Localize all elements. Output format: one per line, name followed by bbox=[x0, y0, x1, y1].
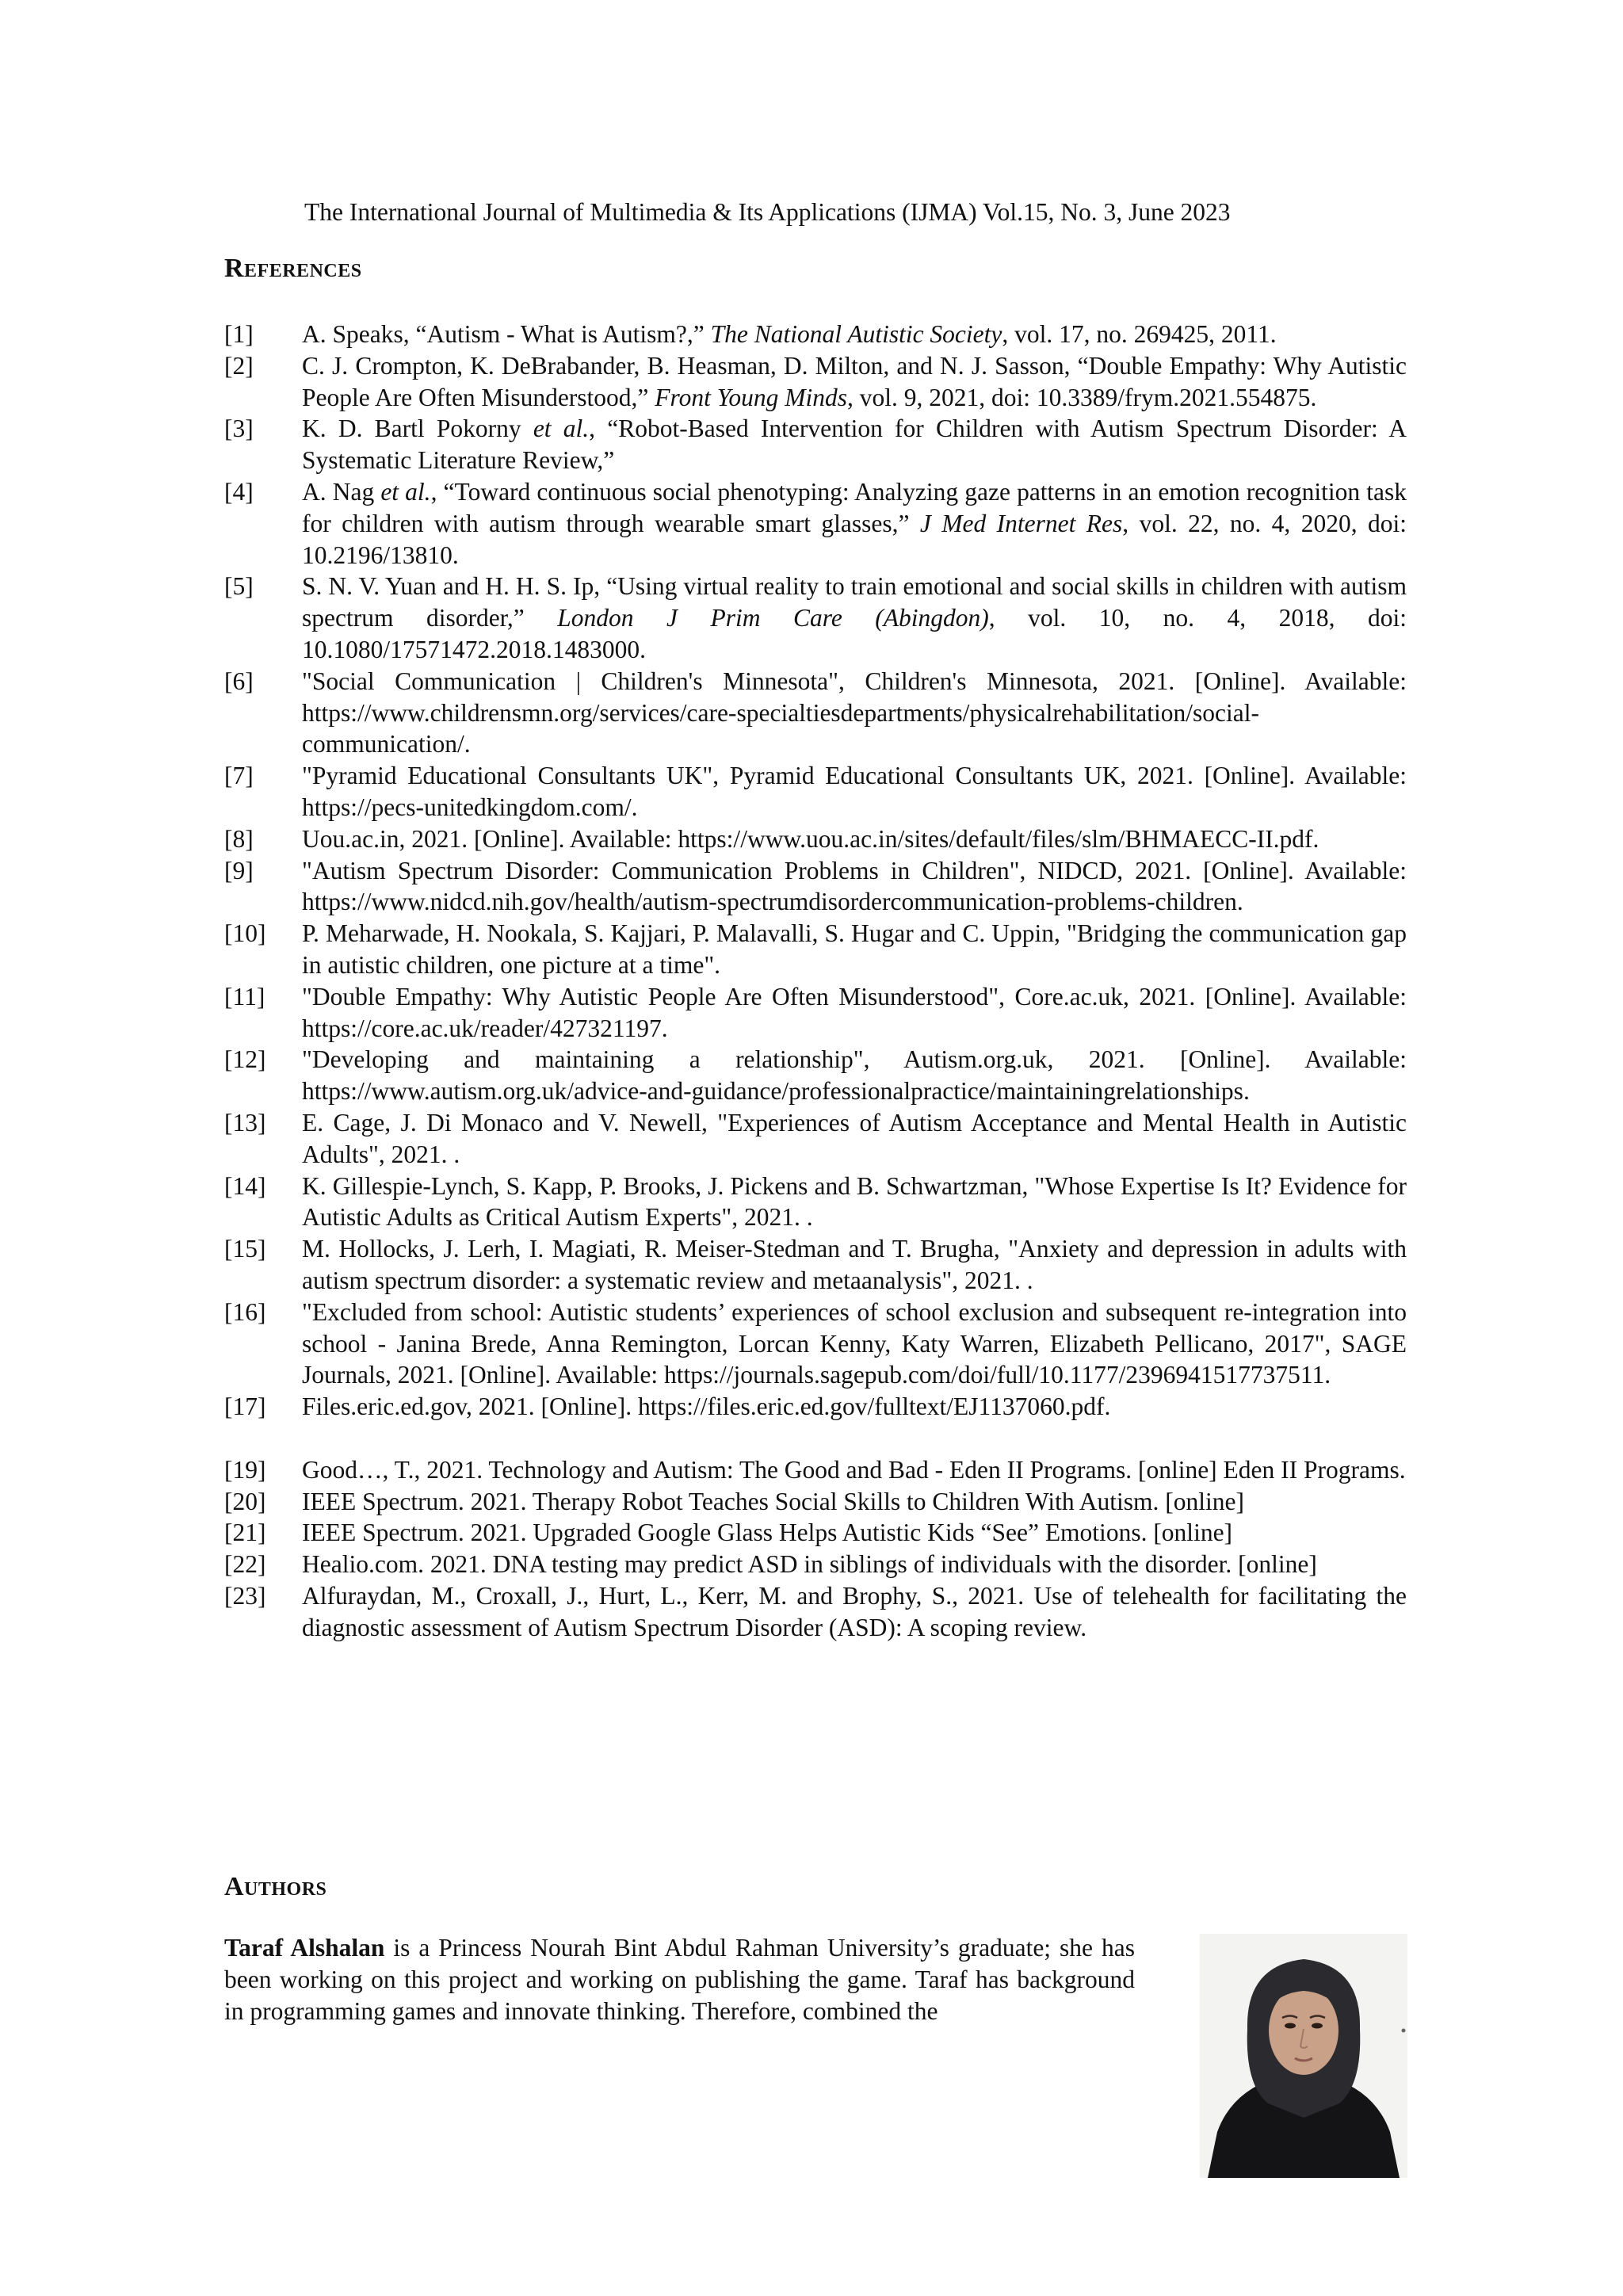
reference-number: [16] bbox=[224, 1297, 266, 1326]
reference-number: [14] bbox=[224, 1171, 266, 1200]
reference-segment: "Developing and maintaining a relationship", Autism.org.uk, 2021. [Online]. Available: https://www.autism.org.uk/advice-and-guidance/professionalpractice/maintainingrelationships. bbox=[302, 1045, 1407, 1106]
reference-text bbox=[302, 981, 1407, 1045]
reference-segment: Alfuraydan, M., Croxall, J., Hurt, L., Kerr, M. and Brophy, S., 2021. Use of telehealth for facilitating the diagnostic assessment of Autism Spectrum Disorder (ASD): A scoping review. bbox=[302, 1582, 1407, 1641]
reference-segment: , vol. 10, no. 4, 2018, doi: 10.1080/17571472.2018.1483000. bbox=[302, 604, 1407, 663]
reference-number: [19] bbox=[224, 1455, 266, 1484]
reference-number: [23] bbox=[224, 1582, 266, 1610]
reference-italic-title: et al. bbox=[380, 477, 431, 506]
reference-text bbox=[302, 1233, 1407, 1297]
reference-number: [9] bbox=[224, 856, 254, 884]
reference-item bbox=[224, 350, 1407, 414]
reference-text bbox=[302, 918, 1407, 981]
reference-italic-title: The National Autistic Society bbox=[710, 320, 1002, 348]
reference-segment: Good…, T., 2021. Technology and Autism: The Good and Bad - Eden II Programs. [online] Eden II Programs. bbox=[302, 1455, 1406, 1484]
reference-italic-title: J Med Internet Res bbox=[919, 509, 1123, 537]
reference-item bbox=[224, 823, 1407, 855]
reference-italic-title: et al. bbox=[533, 415, 590, 443]
reference-segment: , “Toward continuous social phenotyping: Analyzing gaze patterns in an emotion recognition task for children with autism through wearable smart glasses,” bbox=[302, 477, 1407, 537]
reference-item bbox=[224, 571, 1407, 665]
reference-segment: Files.eric.ed.gov, 2021. [Online]. https://files.eric.ed.gov/fulltext/EJ1137060.pdf. bbox=[302, 1392, 1111, 1421]
reference-segment: "Pyramid Educational Consultants UK", Pyramid Educational Consultants UK, 2021. [Online]. Available: https://pecs-unitedkingdom.com/. bbox=[302, 762, 1407, 821]
reference-number: [6] bbox=[224, 667, 254, 695]
reference-item bbox=[224, 1549, 1407, 1580]
reference-number: [21] bbox=[224, 1519, 266, 1547]
reference-text bbox=[302, 823, 1407, 855]
reference-number: [20] bbox=[224, 1487, 266, 1515]
reference-item bbox=[224, 1044, 1407, 1107]
references-heading: References bbox=[224, 254, 362, 283]
reference-text bbox=[302, 571, 1407, 665]
reference-segment: "Autism Spectrum Disorder: Communication Problems in Children", NIDCD, 2021. [Online]. Available: https://www.nidcd.nih.gov/health/autism-spectrumdisordercommunication-problems-children. bbox=[302, 856, 1407, 916]
reference-number: [5] bbox=[224, 572, 254, 601]
reference-text bbox=[302, 1517, 1407, 1549]
reference-item bbox=[224, 1580, 1407, 1644]
running-header: The International Journal of Multimedia & Its Applications (IJMA) Vol.15, No. 3, June 2023 bbox=[304, 198, 1231, 226]
reference-number: [10] bbox=[224, 919, 266, 948]
reference-item bbox=[224, 1171, 1407, 1234]
reference-italic-title: London J Prim Care (Abingdon) bbox=[557, 604, 989, 632]
reference-item bbox=[224, 1297, 1407, 1391]
reference-text bbox=[302, 1549, 1407, 1580]
reference-text bbox=[302, 1297, 1407, 1391]
reference-item bbox=[224, 1517, 1407, 1549]
author-portrait-image bbox=[1200, 1934, 1407, 2178]
reference-segment: "Social Communication | Children's Minnesota", Children's Minnesota, 2021. [Online]. Available: https://www.childrensmn.org/services/care-specialtiesdepartments/physicalrehabilitation/social-communication/. bbox=[302, 667, 1407, 758]
reference-number: [4] bbox=[224, 477, 254, 506]
author-bio-text: is a Princess Nourah Bint Abdul Rahman University’s graduate; she has been working on this project and working on publishing the game. Taraf has background in programming games and innovate thinking. Therefore, combined the bbox=[224, 1934, 1135, 2025]
reference-segment: A. Speaks, “Autism - What is Autism?,” bbox=[302, 320, 711, 348]
reference-segment: IEEE Spectrum. 2021. Upgraded Google Glass Helps Autistic Kids “See” Emotions. [online] bbox=[302, 1519, 1233, 1547]
reference-text bbox=[302, 413, 1407, 476]
reference-segment: K. D. Bartl Pokorny bbox=[302, 415, 533, 443]
reference-item bbox=[224, 760, 1407, 823]
reference-item bbox=[224, 1233, 1407, 1297]
reference-number: [7] bbox=[224, 762, 254, 790]
reference-segment: , vol. 22, no. 4, 2020, doi: 10.2196/13810. bbox=[302, 509, 1407, 569]
reference-item bbox=[224, 1391, 1407, 1423]
reference-item bbox=[224, 855, 1407, 919]
reference-italic-title: Front Young Minds bbox=[655, 383, 848, 411]
reference-segment: , “Robot-Based Intervention for Children with Autism Spectrum Disorder: A Systematic Literature Review,” bbox=[302, 415, 1407, 475]
reference-text bbox=[302, 1107, 1407, 1171]
author-name: Taraf Alshalan bbox=[224, 1934, 385, 1962]
reference-segment: K. Gillespie-Lynch, S. Kapp, P. Brooks, J. Pickens and B. Schwartzman, "Whose Expertise Is It? Evidence for Autistic Adults as Critical Autism Experts", 2021. . bbox=[302, 1171, 1407, 1232]
references-list bbox=[224, 319, 1407, 1644]
reference-item bbox=[224, 476, 1407, 571]
reference-text bbox=[302, 1044, 1407, 1107]
reference-segment: Uou.ac.in, 2021. [Online]. Available: https://www.uou.ac.in/sites/default/files/slm/BHMAECC-II.pdf. bbox=[302, 824, 1319, 853]
reference-text bbox=[302, 1580, 1407, 1644]
reference-segment: P. Meharwade, H. Nookala, S. Kajjari, P. Malavalli, S. Hugar and C. Uppin, "Bridging the communication gap in autistic children, one picture at a time". bbox=[302, 919, 1407, 979]
reference-item bbox=[224, 981, 1407, 1045]
reference-segment: C. J. Crompton, K. DeBrabander, B. Heasman, D. Milton, and N. J. Sasson, “Double Empathy: Why Autistic People Are Often Misunderstood,” bbox=[302, 351, 1407, 411]
reference-text bbox=[302, 1391, 1407, 1423]
reference-segment: IEEE Spectrum. 2021. Therapy Robot Teaches Social Skills to Children With Autism. [online] bbox=[302, 1487, 1245, 1515]
reference-number: [13] bbox=[224, 1108, 266, 1137]
reference-item bbox=[224, 413, 1407, 476]
reference-segment: "Double Empathy: Why Autistic People Are Often Misunderstood", Core.ac.uk, 2021. [Online]. Available: https://core.ac.uk/reader/427321197. bbox=[302, 982, 1407, 1042]
reference-text bbox=[302, 855, 1407, 919]
reference-number: [22] bbox=[224, 1550, 266, 1579]
reference-number: [15] bbox=[224, 1235, 266, 1263]
reference-segment: S. N. V. Yuan and H. H. S. Ip, “Using virtual reality to train emotional and social skills in children with autism spectrum disorder,” bbox=[302, 572, 1407, 632]
reference-item bbox=[224, 319, 1407, 350]
author-bio bbox=[224, 1932, 1135, 2027]
reference-segment: A. Nag bbox=[302, 477, 381, 506]
reference-number: [17] bbox=[224, 1392, 266, 1421]
reference-number: [11] bbox=[224, 982, 265, 1010]
reference-text bbox=[302, 760, 1407, 823]
reference-item bbox=[224, 918, 1407, 981]
reference-segment: , vol. 9, 2021, doi: 10.3389/frym.2021.554875. bbox=[847, 383, 1317, 411]
author-photo bbox=[1200, 1934, 1407, 2178]
reference-segment: Healio.com. 2021. DNA testing may predict ASD in siblings of individuals with the disorder. [online] bbox=[302, 1550, 1317, 1579]
reference-item bbox=[224, 1454, 1407, 1486]
reference-text bbox=[302, 1486, 1407, 1518]
reference-text bbox=[302, 350, 1407, 414]
reference-number: [12] bbox=[224, 1045, 266, 1074]
reference-number: [8] bbox=[224, 824, 254, 853]
reference-text bbox=[302, 1171, 1407, 1234]
reference-text bbox=[302, 1454, 1407, 1486]
reference-text bbox=[302, 319, 1407, 350]
reference-text bbox=[302, 666, 1407, 760]
reference-segment: E. Cage, J. Di Monaco and V. Newell, "Experiences of Autism Acceptance and Mental Health in Autistic Adults", 2021. . bbox=[302, 1108, 1407, 1168]
reference-text bbox=[302, 476, 1407, 571]
reference-number: [1] bbox=[224, 320, 254, 348]
reference-item bbox=[224, 666, 1407, 760]
reference-item bbox=[224, 1486, 1407, 1518]
authors-heading: Authors bbox=[224, 1872, 327, 1901]
reference-item bbox=[224, 1107, 1407, 1171]
reference-segment: M. Hollocks, J. Lerh, I. Magiati, R. Meiser-Stedman and T. Brugha, "Anxiety and depression in adults with autism spectrum disorder: a systematic review and metaanalysis", 2021. . bbox=[302, 1235, 1407, 1294]
reference-number: [2] bbox=[224, 351, 254, 380]
reference-number: [3] bbox=[224, 415, 254, 443]
reference-segment: "Excluded from school: Autistic students’ experiences of school exclusion and subsequent re-integration into school - Janina Brede, Anna Remington, Lorcan Kenny, Katy Warren, Elizabeth Pellicano, 2017", SAGE Journals, 2021. [Online]. Available: https://journals.sagepub.com/doi/full/10.1177/2396941517737511. bbox=[302, 1297, 1407, 1389]
reference-segment: , vol. 17, no. 269425, 2011. bbox=[1002, 320, 1277, 348]
